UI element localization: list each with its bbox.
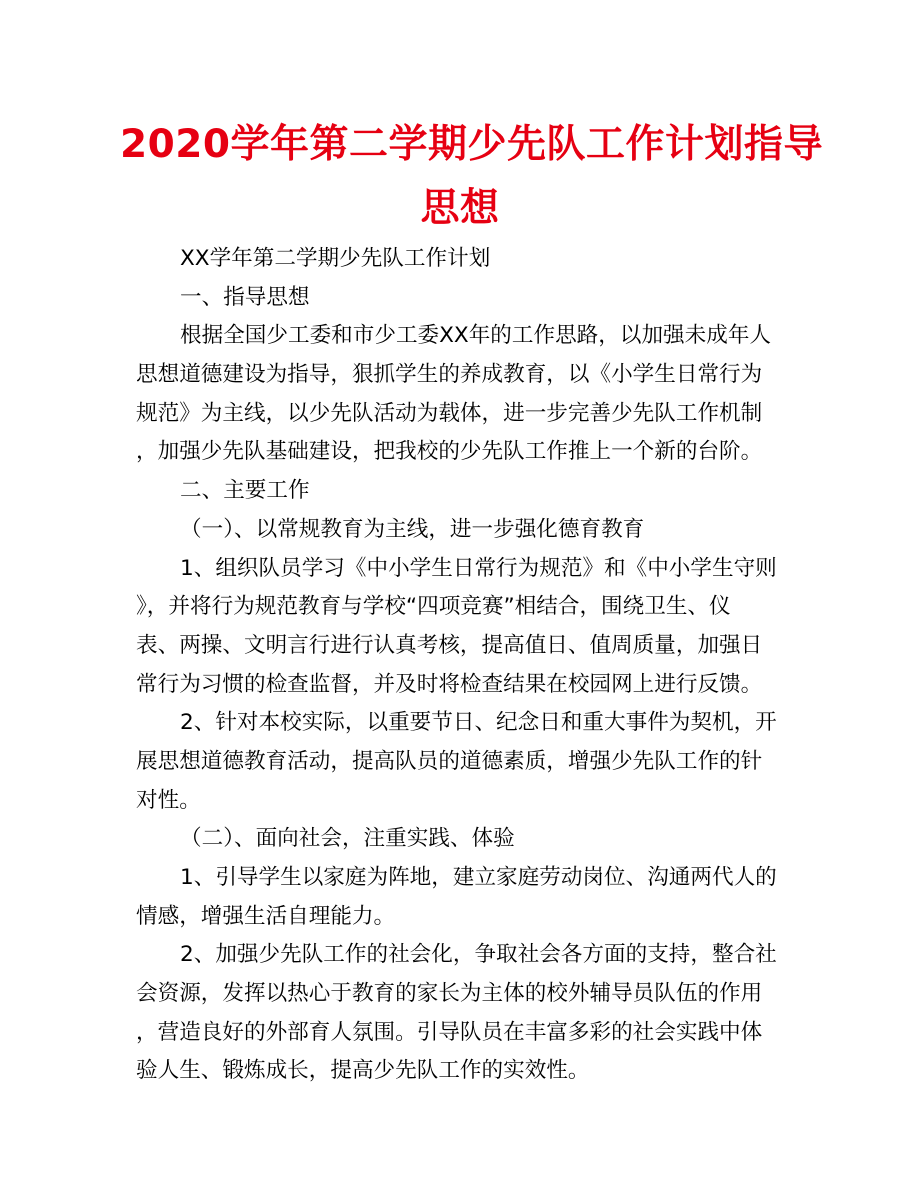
body-line: 1、组织队员学习《中小学生日常行为规范》和《中小学生守则 xyxy=(180,555,777,581)
body-line: ，加强少先队基础建设，把我校的少先队工作推上一个新的台阶。 xyxy=(136,439,763,465)
body-line: 表、两操、文明言行进行认真考核，提高值日、值周质量，加强日 xyxy=(136,632,763,658)
body-line: 二、主要工作 xyxy=(180,478,310,504)
body-line: 思想道德建设为指导，狠抓学生的养成教育，以《小学生日常行为 xyxy=(136,362,763,388)
body-line: 对性。 xyxy=(136,787,201,813)
body-line: 会资源，发挥以热心于教育的家长为主体的校外辅导员队伍的作用 xyxy=(136,981,763,1007)
body-line: XX学年第二学期少先队工作计划 xyxy=(180,246,491,271)
body-line: 1、引导学生以家庭为阵地，建立家庭劳动岗位、沟通两代人的 xyxy=(180,865,777,890)
body-line: （二）、面向社会，注重实践、体验 xyxy=(180,826,515,852)
body-line: （一）、以常规教育为主线，进一步强化德育教育 xyxy=(180,516,645,542)
body-line: 规范》为主线，以少先队活动为载体，进一步完善少先队工作机制 xyxy=(136,400,763,426)
document-body xyxy=(136,240,796,1091)
body-line: 根据全国少工委和市少工委XX年的工作思路，以加强未成年人 xyxy=(180,323,772,349)
body-line: 情感，增强生活自理能力。 xyxy=(136,903,396,929)
body-line: 验人生、锻炼成长，提高少先队工作的实效性。 xyxy=(136,1058,590,1084)
document-title-line-1: 2020学年第二学期少先队工作计划指导 xyxy=(120,122,824,167)
body-line: 展思想道德教育活动，提高队员的道德素质，增强少先队工作的针 xyxy=(136,748,763,774)
body-line: ，营造良好的外部育人氛围。引导队员在丰富多彩的社会实践中体 xyxy=(136,1019,763,1045)
body-line: 2、针对本校实际，以重要节日、纪念日和重大事件为契机，开 xyxy=(180,710,777,736)
body-line: 一、指导思想 xyxy=(180,284,310,310)
document-title-line-2: 思想 xyxy=(420,186,500,231)
body-line: 2、加强少先队工作的社会化，争取社会各方面的支持，整合社 xyxy=(180,942,777,968)
body-line: 》，并将行为规范教育与学校“四项竞赛”相结合，围绕卫生、仪 xyxy=(136,594,731,620)
body-line: 常行为习惯的检查监督，并及时将检查结果在校园网上进行反馈。 xyxy=(136,671,763,697)
